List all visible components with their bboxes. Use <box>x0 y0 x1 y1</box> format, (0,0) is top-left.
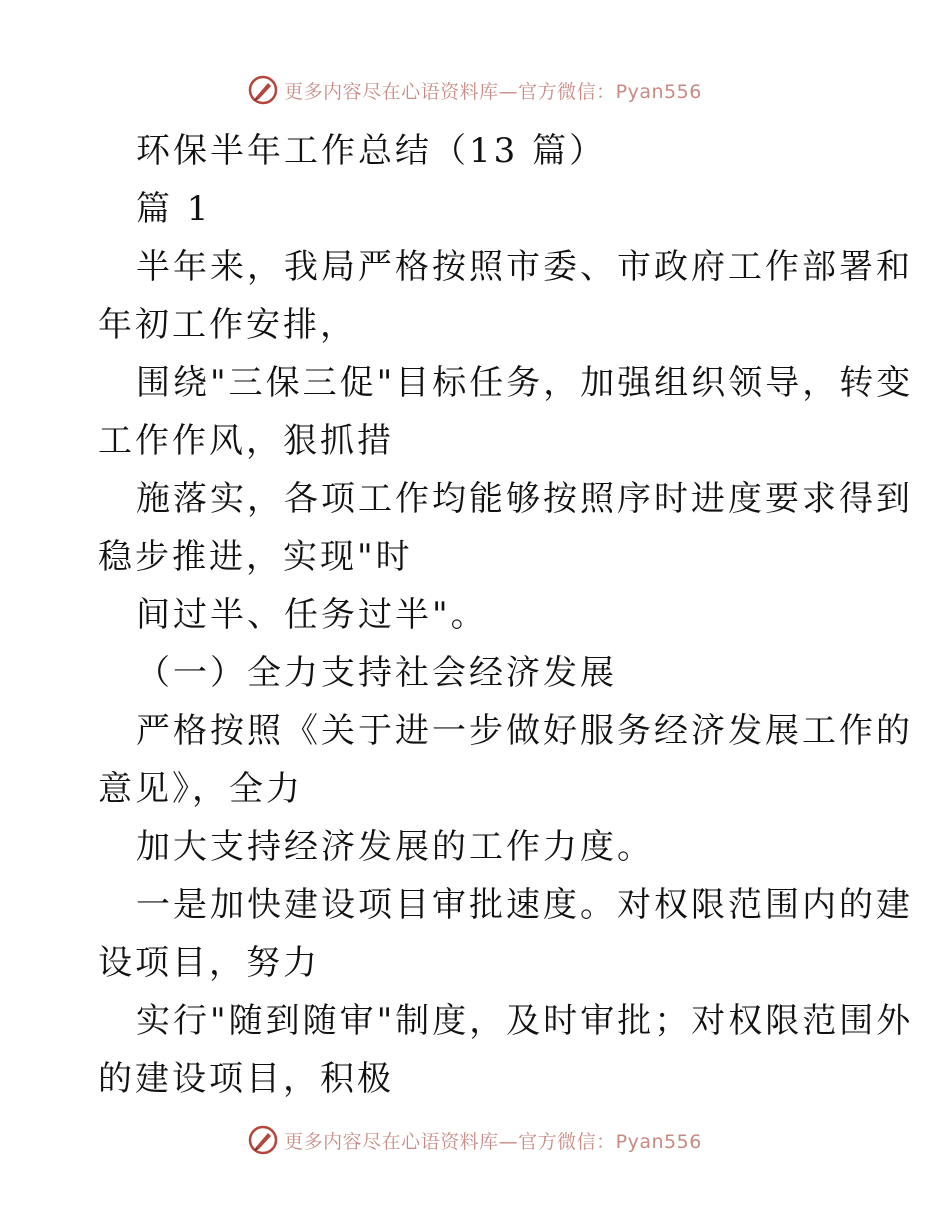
paragraph-line: 间过半、任务过半"。 <box>136 595 488 635</box>
paragraph-line: 严格按照《关于进一步做好服务经济发展工作的 <box>136 711 913 751</box>
pen-logo-icon <box>248 75 278 105</box>
paragraph-line: 设项目，努力 <box>98 943 320 983</box>
paragraph-line: 加大支持经济发展的工作力度。 <box>136 827 654 867</box>
section-heading: 篇 1 <box>136 189 212 229</box>
paragraph-line: 实行"随到随审"制度，及时审批；对权限范围外 <box>136 1001 914 1041</box>
footer-banner <box>0 1120 950 1160</box>
paragraph-line: 年初工作安排， <box>98 305 357 345</box>
paragraph-line: 意见》，全力 <box>98 769 303 809</box>
document-body <box>98 122 914 1108</box>
paragraph-line: 的建设项目，积极 <box>98 1059 394 1099</box>
paragraph-line: 半年来，我局严格按照市委、市政府工作部署和 <box>136 247 913 287</box>
header-banner <box>0 70 950 110</box>
paragraph-line: 围绕"三保三促"目标任务，加强组织领导，转变 <box>136 363 914 403</box>
paragraph-line: 施落实，各项工作均能够按照序时进度要求得到 <box>136 479 913 519</box>
paragraph-line: 一是加快建设项目审批速度。对权限范围内的建 <box>136 885 913 925</box>
footer-banner-text: 更多内容尽在心语资料库—官方微信：Pyan556 <box>284 1130 702 1153</box>
paragraph-line: 稳步推进，实现"时 <box>98 537 413 577</box>
header-banner-text: 更多内容尽在心语资料库—官方微信：Pyan556 <box>284 80 702 103</box>
pen-logo-icon <box>248 1125 278 1155</box>
subsection-heading: （一）全力支持社会经济发展 <box>136 653 617 693</box>
document-title: 环保半年工作总结（13 篇） <box>136 131 607 171</box>
paragraph-line: 工作作风，狠抓措 <box>98 421 394 461</box>
